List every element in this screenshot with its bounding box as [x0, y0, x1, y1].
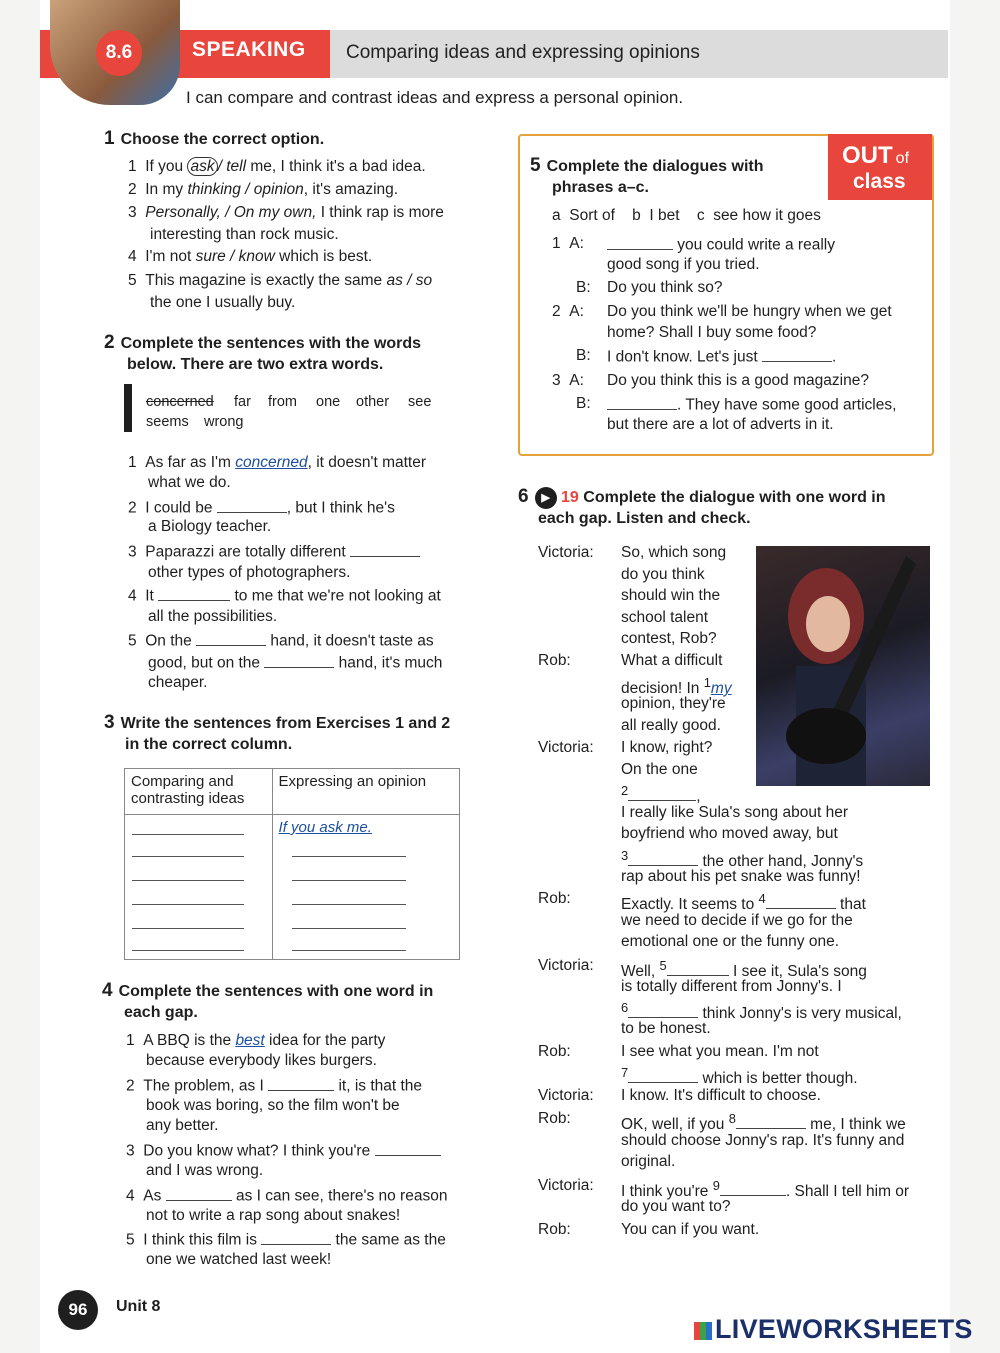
word: wrong — [204, 414, 244, 430]
word: seems — [146, 414, 189, 430]
ex5-d2-b-text: I don't know. Let's just . — [607, 345, 836, 368]
ex1-options[interactable]: sure / know — [195, 248, 275, 265]
ex2-item-5-cont2: cheaper. — [148, 674, 208, 691]
ex1-item-2: 2 In my thinking / opinion, it's amazing. — [128, 181, 399, 198]
ex1-item-3-cont: interesting than rock music. — [150, 226, 339, 243]
ex1-heading: 1 Choose the correct option. — [104, 128, 325, 149]
ex6-speaker: Victoria: — [538, 1177, 594, 1194]
ex6-gap-8[interactable] — [736, 1113, 806, 1130]
ex3-line[interactable] — [292, 880, 406, 881]
ex4-heading: 4 Complete the sentences with one word in — [102, 980, 434, 1001]
ex3-example: If you ask me. — [278, 819, 372, 836]
ex6-line: boyfriend who moved away, but — [621, 825, 838, 842]
ex3-line[interactable] — [292, 904, 406, 905]
ex5-d2-a-cont: home? Shall I buy some food? — [607, 324, 817, 341]
ex6-line: contest, Rob? — [621, 630, 717, 647]
ex5-d3-b-cont: but there are a lot of adverts in it. — [607, 416, 834, 433]
ex5-options: a Sort of b I bet c see how it goes — [552, 207, 821, 224]
word: one — [316, 394, 341, 410]
ex3-line[interactable] — [132, 950, 244, 951]
out-label: OUT of — [842, 142, 910, 169]
ex5-d3-a: 3 A: — [552, 372, 584, 389]
ex2-heading: 2 Complete the sentences with the words — [104, 332, 422, 353]
ex2-item-2: 2 I could be , but I think he's — [128, 496, 395, 519]
ex6-line: emotional one or the funny one. — [621, 933, 840, 950]
ex5-heading-cont: phrases a–c. — [552, 179, 649, 196]
ex4-gap-4[interactable] — [166, 1184, 232, 1201]
ex6-line: all really good. — [621, 717, 721, 734]
ex6-gap-6[interactable] — [628, 1002, 698, 1019]
word: other — [356, 394, 390, 410]
ex6-line: Well, $^5$ I see it, Sula's song — [621, 958, 867, 981]
ex6-gap-4[interactable] — [766, 893, 836, 910]
audio-icon[interactable]: ▶ — [535, 487, 557, 509]
ex6-line: On the one — [621, 761, 698, 778]
ex4-item-1: 1 A BBQ is the best idea for the party — [126, 1032, 386, 1049]
ex5-d1-a: 1 A: — [552, 235, 584, 252]
liveworksheets-icon — [694, 1322, 712, 1340]
ex2-gap-4[interactable] — [158, 584, 230, 601]
ex3-table — [124, 768, 460, 960]
ex6-gap-5[interactable] — [667, 960, 729, 977]
ex6-speaker: Rob: — [538, 1110, 571, 1127]
ex6-line: I really like Sula's song about her — [621, 804, 848, 821]
ex5-d1-b-speaker: B: — [576, 279, 591, 296]
ex1-item-1: 1 If you ask / tell me, I think it's a bad idea. — [128, 158, 426, 175]
ex6-line: I see what you mean. I'm not — [621, 1043, 819, 1060]
ex4-gap-3[interactable] — [375, 1139, 441, 1156]
ex2-item-4-cont: all the possibilities. — [148, 608, 278, 625]
ex6-line: I know, right? — [621, 739, 713, 756]
ex2-item-3: 3 Paparazzi are totally different — [128, 540, 420, 563]
ex4-gap-5[interactable] — [261, 1228, 331, 1245]
ex1-item-5: 5 This magazine is exactly the same as / so — [128, 272, 433, 289]
ex1-options[interactable]: thinking / opinion — [187, 181, 304, 198]
ex2-heading-cont: below. There are two extra words. — [127, 356, 384, 373]
ex3-line[interactable] — [132, 834, 244, 835]
ex6-line: You can if you want. — [621, 1221, 760, 1238]
ex6-speaker: Victoria: — [538, 544, 594, 561]
page-number: 96 — [58, 1290, 98, 1330]
ex4-item-2: 2 The problem, as I it, is that the — [126, 1074, 422, 1097]
ex4-item-5-cont: one we watched last week! — [146, 1251, 332, 1268]
ex6-line: $^7$ which is better though. — [621, 1065, 858, 1088]
ex6-line: $^2$ , — [621, 783, 701, 806]
ex6-line: opinion, they're — [621, 695, 726, 712]
ex3-line[interactable] — [132, 928, 244, 929]
liveworksheets-logo[interactable]: LIVEWORKSHEETS — [694, 1314, 973, 1345]
guitarist-photo — [756, 546, 930, 786]
ex6-gap-7[interactable] — [628, 1067, 698, 1084]
ex1-item-4: 4 I'm not sure / know which is best. — [128, 248, 373, 265]
word: see — [408, 394, 432, 410]
ex3-heading: 3 Write the sentences from Exercises 1 and 2 — [104, 712, 451, 733]
ex6-heading-cont: each gap. Listen and check. — [538, 510, 751, 527]
ex6-line: decision! In $^1$my — [621, 675, 732, 698]
ex2-gap-5b[interactable] — [264, 651, 334, 668]
ex2-gap-5a[interactable] — [196, 629, 266, 646]
section-label: SPEAKING — [192, 38, 306, 61]
ex6-line: original. — [621, 1153, 676, 1170]
ex6-line: OK, well, if you $^8$ me, I think we — [621, 1111, 906, 1134]
wordbox-marker — [124, 384, 132, 432]
ex6-line: Exactly. It seems to $^4$ that — [621, 891, 866, 914]
ex5-d1-a-cont: good song if you tried. — [607, 256, 760, 273]
ex2-item-3-cont: other types of photographers. — [148, 564, 351, 581]
ex4-item-5: 5 I think this film is the same as the — [126, 1228, 446, 1251]
ex3-line[interactable] — [292, 950, 406, 951]
ex6-line: So, which song — [621, 544, 727, 561]
ex6-line: should choose Jonny's rap. It's funny and — [621, 1132, 905, 1149]
ex6-speaker: Rob: — [538, 890, 571, 907]
ex6-gap-9[interactable] — [720, 1180, 786, 1197]
ex6-line: should win the — [621, 587, 721, 604]
ex4-item-3-cont: and I was wrong. — [146, 1162, 264, 1179]
ex1-options[interactable]: as / so — [386, 272, 433, 289]
ex3-heading-cont: in the correct column. — [125, 736, 293, 753]
ex1-option-ask[interactable]: ask — [187, 157, 217, 176]
ex6-speaker: Victoria: — [538, 957, 594, 974]
ex6-heading: 6 ▶ 19 Complete the dialogue with one word in — [518, 486, 886, 507]
lesson-subtitle: I can compare and contrast ideas and express a personal opinion. — [186, 88, 684, 107]
ex6-speaker: Rob: — [538, 1043, 571, 1060]
ex4-item-2-cont2: any better. — [146, 1117, 219, 1134]
ex6-line: do you think — [621, 566, 705, 583]
ex5-d3-a-text: Do you think this is a good magazine? — [607, 372, 869, 389]
ex3-compare-cell[interactable] — [125, 815, 273, 960]
ex6-line: do you want to? — [621, 1198, 731, 1215]
ex5-d2-a: 2 A: — [552, 303, 584, 320]
ex2-item-4: 4 It to me that we're not looking at — [128, 584, 441, 607]
ex6-line: school talent — [621, 609, 709, 626]
ex3-col-compare: Comparing and contrasting ideas — [125, 769, 273, 815]
ex6-speaker: Rob: — [538, 652, 571, 669]
ex3-line[interactable] — [132, 856, 244, 857]
ex4-item-1-cont: because everybody likes burgers. — [146, 1052, 377, 1069]
ex4-heading-cont: each gap. — [124, 1004, 198, 1021]
ex3-opinion-cell[interactable] — [272, 815, 459, 960]
ex3-line[interactable] — [132, 880, 244, 881]
ex5-d3-b-text: . They have some good articles, — [607, 393, 896, 416]
ex6-gap-2[interactable] — [628, 785, 696, 802]
ex6-line: $^3$ the other hand, Jonny's — [621, 848, 864, 871]
ex6-speaker: Victoria: — [538, 739, 594, 756]
ex2-item-1: 1 As far as I'm concerned, it doesn't matter — [128, 454, 426, 471]
ex5-d3-b-speaker: B: — [576, 395, 591, 412]
ex3-line[interactable] — [292, 928, 406, 929]
ex1-option-tell[interactable]: tell — [226, 158, 247, 175]
ex5-gap-2[interactable] — [762, 345, 832, 362]
ex6-line: we need to decide if we go for the — [621, 912, 853, 929]
ex6-line: to be honest. — [621, 1020, 711, 1037]
ex2-gap-3[interactable] — [350, 540, 420, 557]
ex4-gap-2[interactable] — [268, 1074, 334, 1091]
ex3-line[interactable] — [292, 856, 406, 857]
class-label: class — [853, 170, 906, 193]
word-used: concerned — [146, 394, 214, 410]
ex6-line: What a difficult — [621, 652, 723, 669]
ex1-item-5-cont: the one I usually buy. — [150, 294, 296, 311]
ex4-item-4-cont: not to write a rap song about snakes! — [146, 1207, 401, 1224]
ex6-speaker: Rob: — [538, 1221, 571, 1238]
ex6-line: rap about his pet snake was funny! — [621, 868, 861, 885]
ex5-d1-b-text: Do you think so? — [607, 279, 723, 296]
ex6-line: $^6$ think Jonny's is very musical, — [621, 1000, 902, 1023]
ex2-item-1-cont: what we do. — [148, 474, 231, 491]
ex4-item-3: 3 Do you know what? I think you're — [126, 1139, 441, 1162]
ex4-item-2-cont: book was boring, so the film won't be — [146, 1097, 400, 1114]
ex1-item-3: 3 Personally, / On my own, I think rap is more — [128, 204, 444, 221]
ex5-heading: 5 Complete the dialogues with — [530, 155, 764, 176]
ex2-item-2-cont: a Biology teacher. — [148, 518, 272, 535]
ex5-gap-1[interactable] — [607, 233, 673, 250]
word: far — [234, 394, 251, 410]
ex6-speaker: Victoria: — [538, 1087, 594, 1104]
unit-label: Unit 8 — [116, 1298, 161, 1315]
ex5-gap-3[interactable] — [607, 393, 677, 410]
ex2-item-5: 5 On the hand, it doesn't taste as — [128, 629, 434, 652]
ex3-col-opinion: Expressing an opinion — [272, 769, 459, 815]
ex1-options[interactable]: Personally, / On my own, — [145, 204, 317, 221]
ex5-d2-a-text: Do you think we'll be hungry when we get — [607, 303, 892, 320]
ex3-line[interactable] — [132, 904, 244, 905]
lesson-title: Comparing ideas and expressing opinions — [346, 42, 700, 63]
lesson-badge: 8.6 — [96, 30, 142, 76]
ex6-line: I know. It's difficult to choose. — [621, 1087, 821, 1104]
ex6-line: I think you're $^9$ . Shall I tell him or — [621, 1178, 910, 1201]
word: from — [268, 394, 297, 410]
ex5-d1-a-text: you could write a really — [607, 233, 835, 256]
ex6-gap-3[interactable] — [628, 850, 698, 867]
ex4-item-4: 4 As as I can see, there's no reason — [126, 1184, 447, 1207]
ex2-item-5-cont: good, but on the hand, it's much — [148, 651, 442, 674]
ex6-line: is totally different from Jonny's. I — [621, 978, 842, 995]
ex5-d2-b-speaker: B: — [576, 347, 591, 364]
ex2-gap-2[interactable] — [217, 496, 287, 513]
